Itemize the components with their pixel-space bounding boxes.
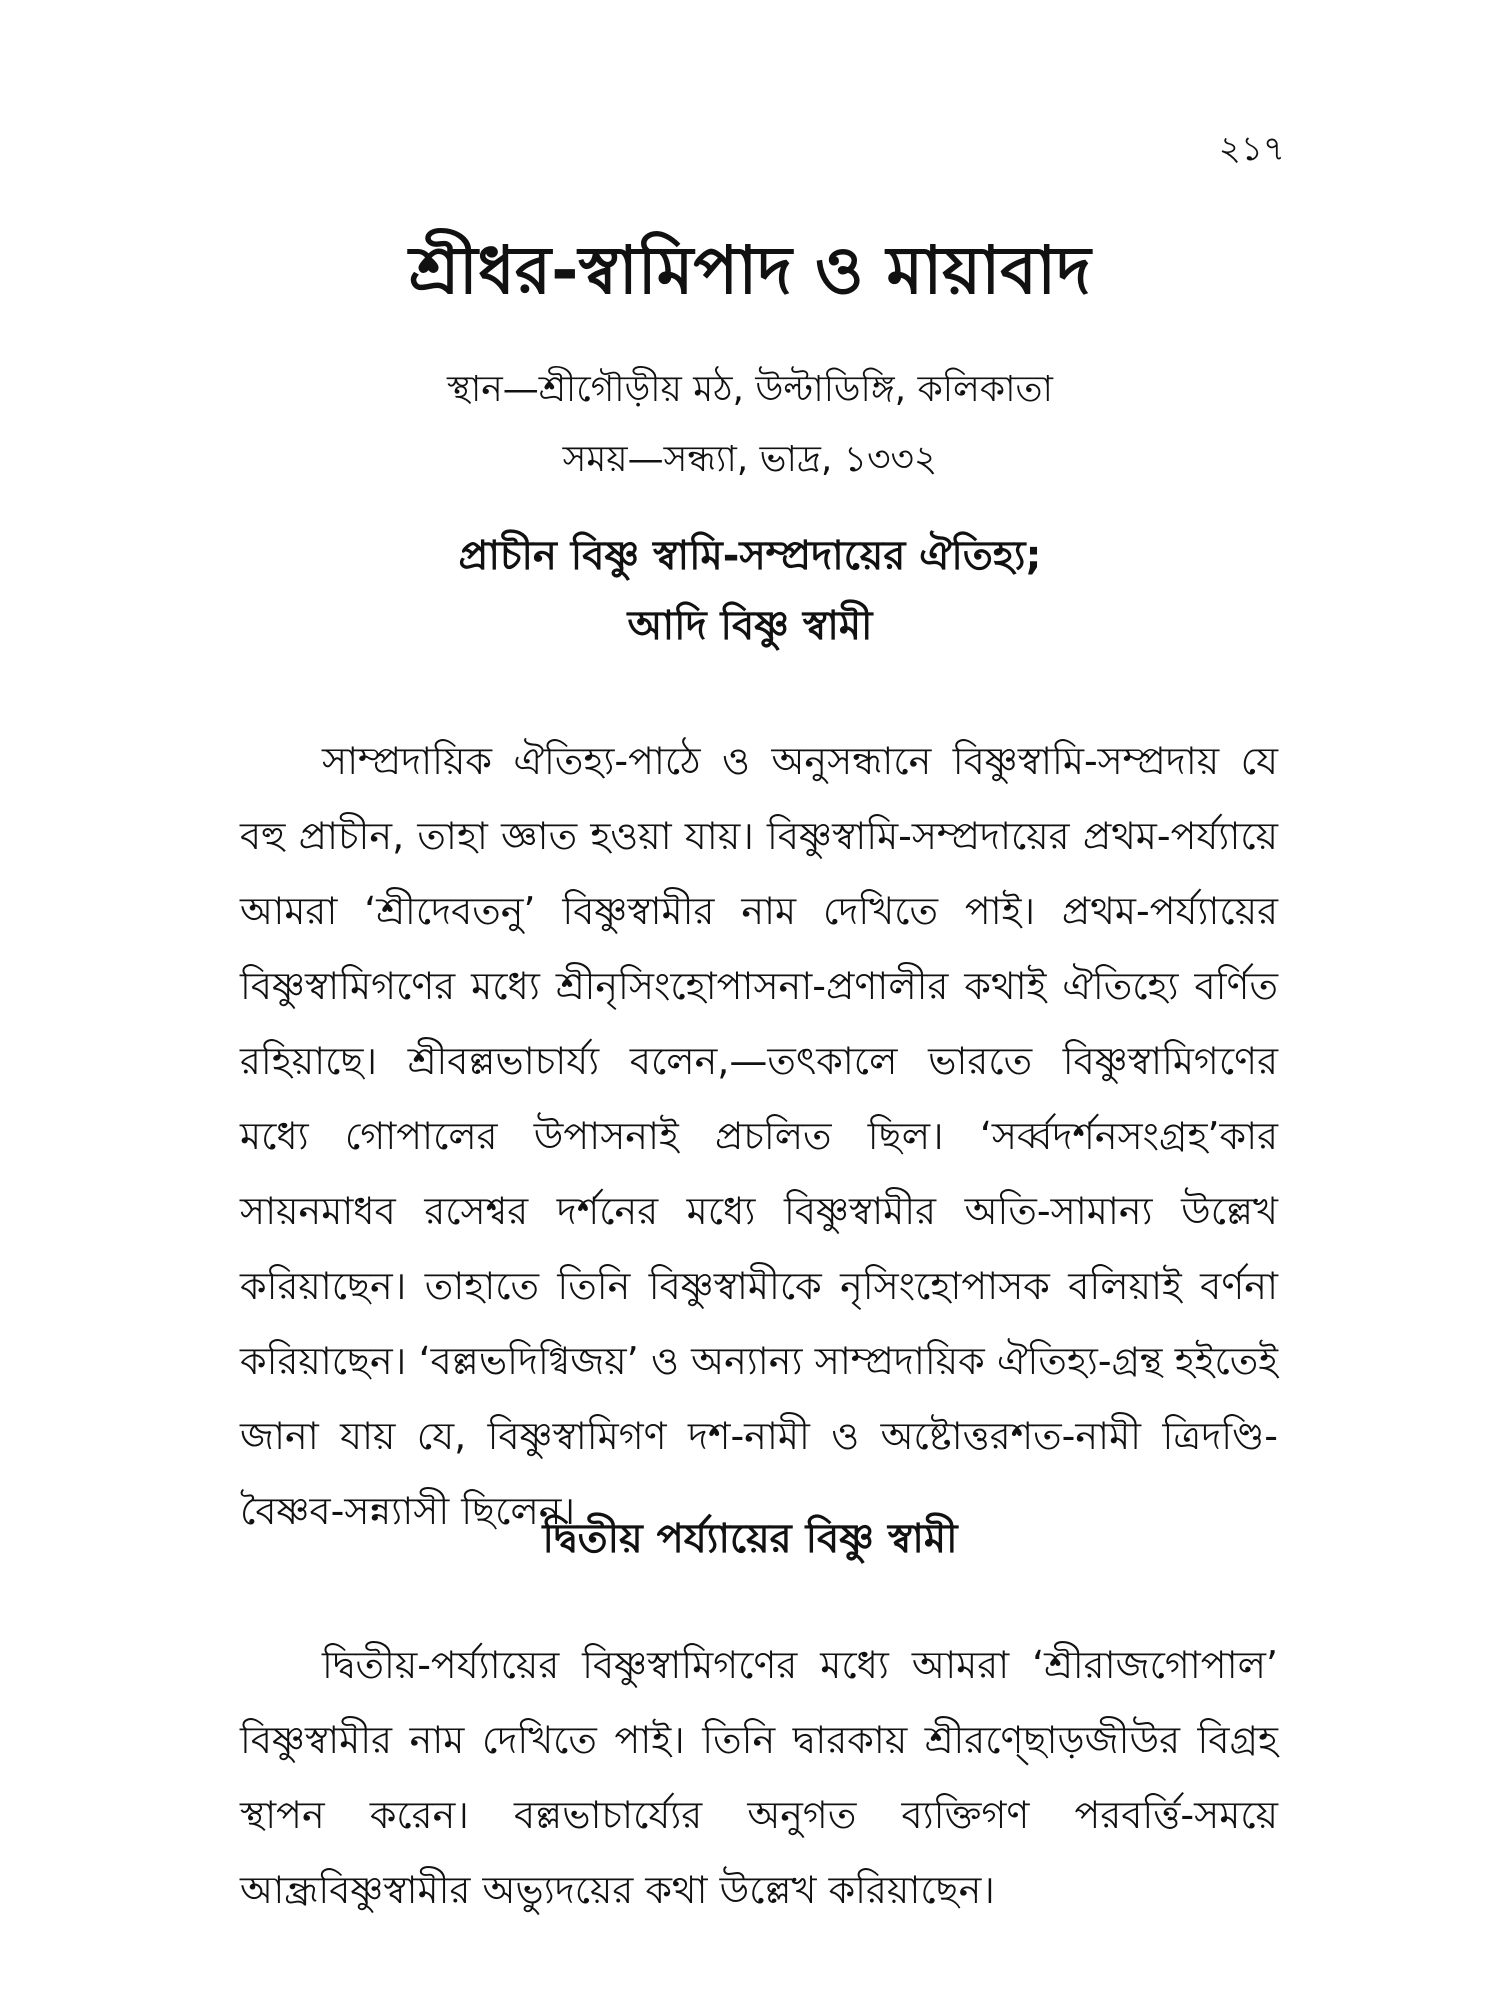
place-line: স্থান—শ্রীগৌড়ীয় মঠ, উল্টাডিঙ্গি, কলিকাতা (447, 369, 1053, 410)
section-two-paragraph: দ্বিতীয়-পর্য্যায়ের বিষ্ণুস্বামিগণের মধ্যে আমরা ‘শ্রীরাজগোপাল’ বিষ্ণুস্বামীর নাম দেখিতে পাই। তিনি দ্বারকায় শ্রীরণ্ছোড়জীউর বিগ্রহ স্থাপন করেন। বল্লভাচার্য্যের অনুগত ব্যক্তিগণ পরবর্ত্তি-সময়ে আন্ধ্রবিষ্ণুস্বামীর অভ্যুদয়ের কথা উল্লেখ করিয়াছেন। (240, 1643, 1278, 1912)
page-number: ২১৭ (1218, 129, 1285, 169)
section-one-heading-line-1: প্রাচীন বিষ্ণু স্বামি-সম্প্রদায়ের ঐতিহ্য; (458, 533, 1042, 579)
time-line: সময়—সন্ধ্যা, ভাদ্র, ১৩৩২ (562, 439, 938, 480)
section-one-paragraph: সাম্প্রদায়িক ঐতিহ্য-পাঠে ও অনুসন্ধানে বিষ্ণুস্বামি-সম্প্রদায় যে বহু প্রাচীন, তাহা জ্ঞাত হওয়া যায়। বিষ্ণুস্বামি-সম্প্রদায়ের প্রথম-পর্য্যায়ে আমরা ‘শ্রীদেবতনু’ বিষ্ণুস্বামীর নাম দেখিতে পাই। প্রথম-পর্য্যায়ের বিষ্ণুস্বামিগণের মধ্যে শ্রীনৃসিংহোপাসনা-প্রণালীর কথাই ঐতিহ্যে বর্ণিত রহিয়াছে। শ্রীবল্লভাচার্য্য বলেন,—তৎকালে ভারতে বিষ্ণুস্বামিগণের মধ্যে গোপালের উপাসনাই প্রচলিত ছিল। ‘সর্ব্বদর্শনসংগ্রহ’কার সায়নমাধব রসেশ্বর দর্শনের মধ্যে বিষ্ণুস্বামীর অতি-সামান্য উল্লেখ করিয়াছেন। তাহাতে তিনি বিষ্ণুস্বামীকে নৃসিংহোপাসক বলিয়াই বর্ণনা করিয়াছেন। ‘বল্লভদিগ্বিজয়’ ও অন্যান্য সাম্প্রদায়িক ঐতিহ্য-গ্রন্থ হইতেই জানা যায় যে, বিষ্ণুস্বামিগণ দশ-নামী ও অষ্টোত্তরশত-নামী ত্রিদণ্ডি-বৈষ্ণব-সন্ন্যাসী ছিলেন। (240, 739, 1278, 1533)
page-title: শ্রীধর-স্বামিপাদ ও মায়াবাদ (409, 232, 1091, 309)
section-two-heading: দ্বিতীয় পর্য্যায়ের বিষ্ণু স্বামী (542, 1516, 958, 1562)
section-one-heading-line-2: আদি বিষ্ণু স্বামী (627, 603, 873, 649)
